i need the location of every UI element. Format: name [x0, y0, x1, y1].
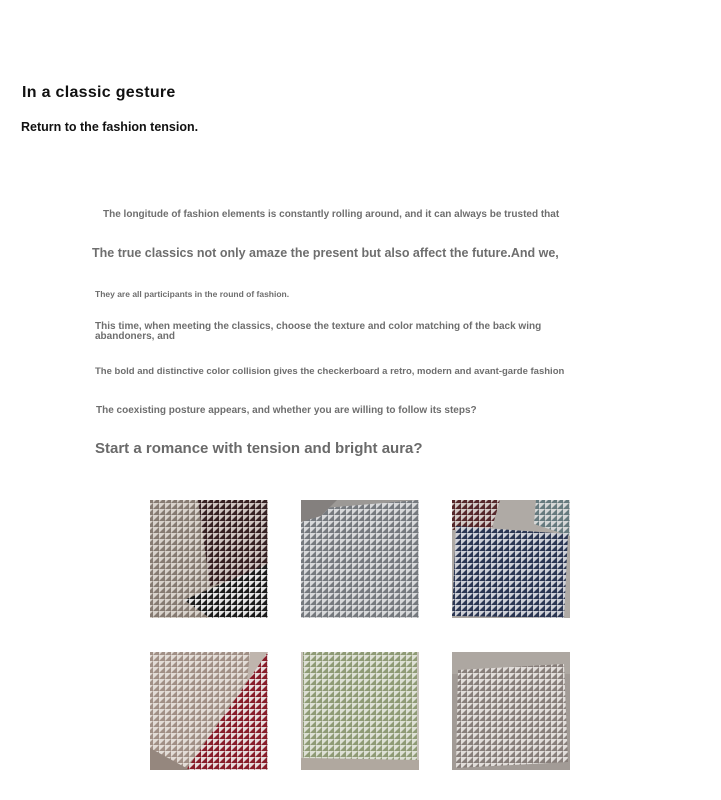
body-line-1: The longitude of fashion elements is constantly rolling around, and it can always be trusted that: [103, 209, 560, 220]
body-line-3: They are all participants in the round of fashion.: [95, 289, 290, 299]
cushion-gray-image: [301, 500, 419, 618]
page-subtitle: Return to the fashion tension.: [21, 120, 199, 134]
body-line-7: Start a romance with tension and bright aura?: [95, 440, 423, 457]
body-line-2: The true classics not only amaze the present but also affect the future.And we,: [92, 246, 559, 260]
cushion-sage-image: [301, 652, 419, 770]
body-line-6: The coexisting posture appears, and whether you are willing to follow its steps?: [96, 405, 477, 416]
body-line-4: This time, when meeting the classics, choose the texture and color matching of the back wing abandoners, and: [95, 321, 542, 342]
cushion-navy-image: [452, 500, 570, 618]
body-line-5: The bold and distinctive color collision gives the checkerboard a retro, modern and avant-garde fashion: [95, 366, 565, 377]
page-title: In a classic gesture: [22, 84, 176, 101]
cushion-taupe-image: [452, 652, 570, 770]
cushion-beige-black-image: [150, 500, 268, 618]
cushion-red-image: [150, 652, 268, 770]
